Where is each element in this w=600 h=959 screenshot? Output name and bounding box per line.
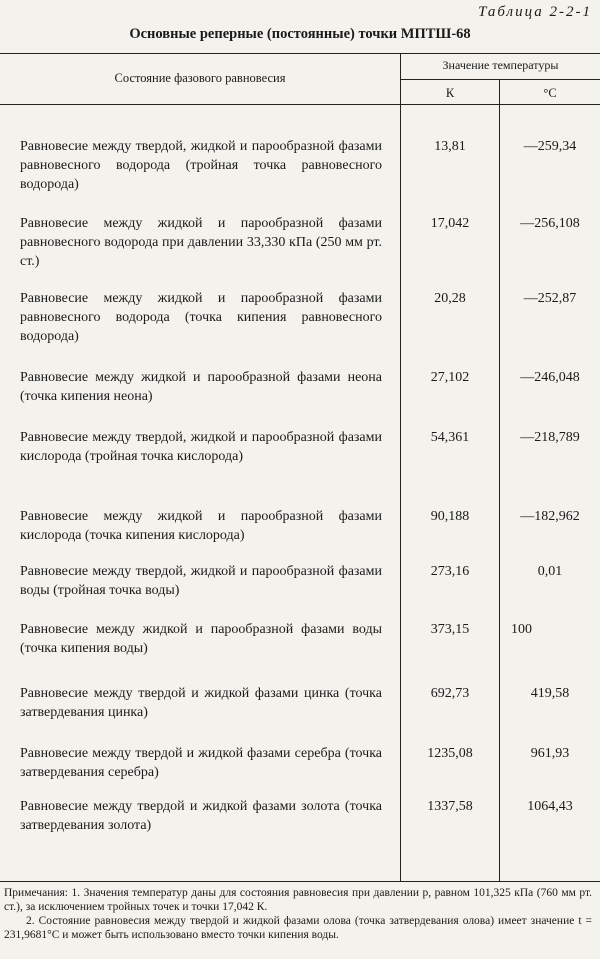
state-cell: Равновесие между жидкой и парообразной фазами равновесного водорода при давлении 33,330 кПа (250 мм рт. ст.) xyxy=(20,216,382,269)
kelvin-cell: 692,73 xyxy=(430,686,470,701)
celsius-cell: —246,048 xyxy=(520,370,580,385)
note-1: Примечания: 1. Значения температур даны для состояния равновесия при давлении p, равном 101,325 кПа (760 мм рт. ст.), за исключением тройных точек и точки 17,042 К. xyxy=(4,887,592,913)
state-cell: Равновесие между твердой и жидкой фазами золота (точка затвердевания золота) xyxy=(20,799,382,833)
kelvin-cell: 1235,08 xyxy=(427,746,473,761)
state-cell: Равновесие между жидкой и парообразной фазами кислорода (точка кипения кислорода) xyxy=(20,509,382,543)
state-cell: Равновесие между твердой, жидкой и парообразной фазами воды (тройная точка воды) xyxy=(20,564,382,598)
celsius-cell: 100 xyxy=(511,622,532,637)
table xyxy=(0,53,600,881)
kelvin-cell: 17,042 xyxy=(430,216,470,231)
state-cell: Равновесие между жидкой и парообразной фазами воды (точка кипения воды) xyxy=(20,622,382,656)
kelvin-cell: 13,81 xyxy=(434,139,466,154)
kelvin-cell: 90,188 xyxy=(430,509,470,524)
kelvin-cell: 54,361 xyxy=(430,430,470,445)
kelvin-cell: 1337,58 xyxy=(427,799,473,814)
celsius-cell: 961,93 xyxy=(530,746,570,761)
header-rule xyxy=(0,104,600,105)
celsius-cell: 1064,43 xyxy=(527,799,573,814)
table-notes xyxy=(4,886,592,942)
state-cell: Равновесие между твердой, жидкой и парообразной фазами равновесного водорода (тройная точка равновесного водорода) xyxy=(20,139,382,192)
state-cell: Равновесие между жидкой и парообразной фазами неона (точка кипения неона) xyxy=(20,370,382,404)
celsius-cell: —252,87 xyxy=(523,291,577,306)
state-cell: Равновесие между жидкой и парообразной фазами равновесного водорода (точка кипения равновесного водорода) xyxy=(20,291,382,344)
kelvin-cell: 27,102 xyxy=(430,370,470,385)
subheader-rule xyxy=(401,79,600,80)
column-header-celsius: °С xyxy=(543,86,557,100)
column-header-value: Значение температуры xyxy=(442,58,559,72)
table-bottom-rule xyxy=(0,881,600,882)
table-title: Основные реперные (постоянные) точки МПТШ-68 xyxy=(129,26,471,42)
kelvin-cell: 373,15 xyxy=(430,622,470,637)
column-header-state: Состояние фазового равновесия xyxy=(114,71,286,85)
celsius-cell: —256,108 xyxy=(520,216,580,231)
table-number: Таблица 2-2-1 xyxy=(478,4,592,20)
kelvin-cell: 20,28 xyxy=(434,291,466,306)
celsius-cell: 419,58 xyxy=(530,686,570,701)
celsius-cell: —259,34 xyxy=(523,139,577,154)
column-header-kelvin: К xyxy=(445,86,455,100)
kelvin-cell: 273,16 xyxy=(430,564,470,579)
table-top-rule xyxy=(0,53,600,54)
celsius-cell: 0,01 xyxy=(537,564,563,579)
celsius-cell: —182,962 xyxy=(520,509,580,524)
state-cell: Равновесие между твердой, жидкой и парообразной фазами кислорода (тройная точка кислорода) xyxy=(20,430,382,464)
state-cell: Равновесие между твердой и жидкой фазами цинка (точка затвердевания цинка) xyxy=(20,686,382,720)
state-cell: Равновесие между твердой и жидкой фазами серебра (точка затвердевания серебра) xyxy=(20,746,382,780)
celsius-cell: —218,789 xyxy=(520,430,580,445)
note-2: 2. Состояние равновесия между твердой и жидкой фазами олова (точка затвердевания олова) имеет значение t = 231,9681°С и может быть использовано вместо точки кипения воды. xyxy=(4,915,592,941)
